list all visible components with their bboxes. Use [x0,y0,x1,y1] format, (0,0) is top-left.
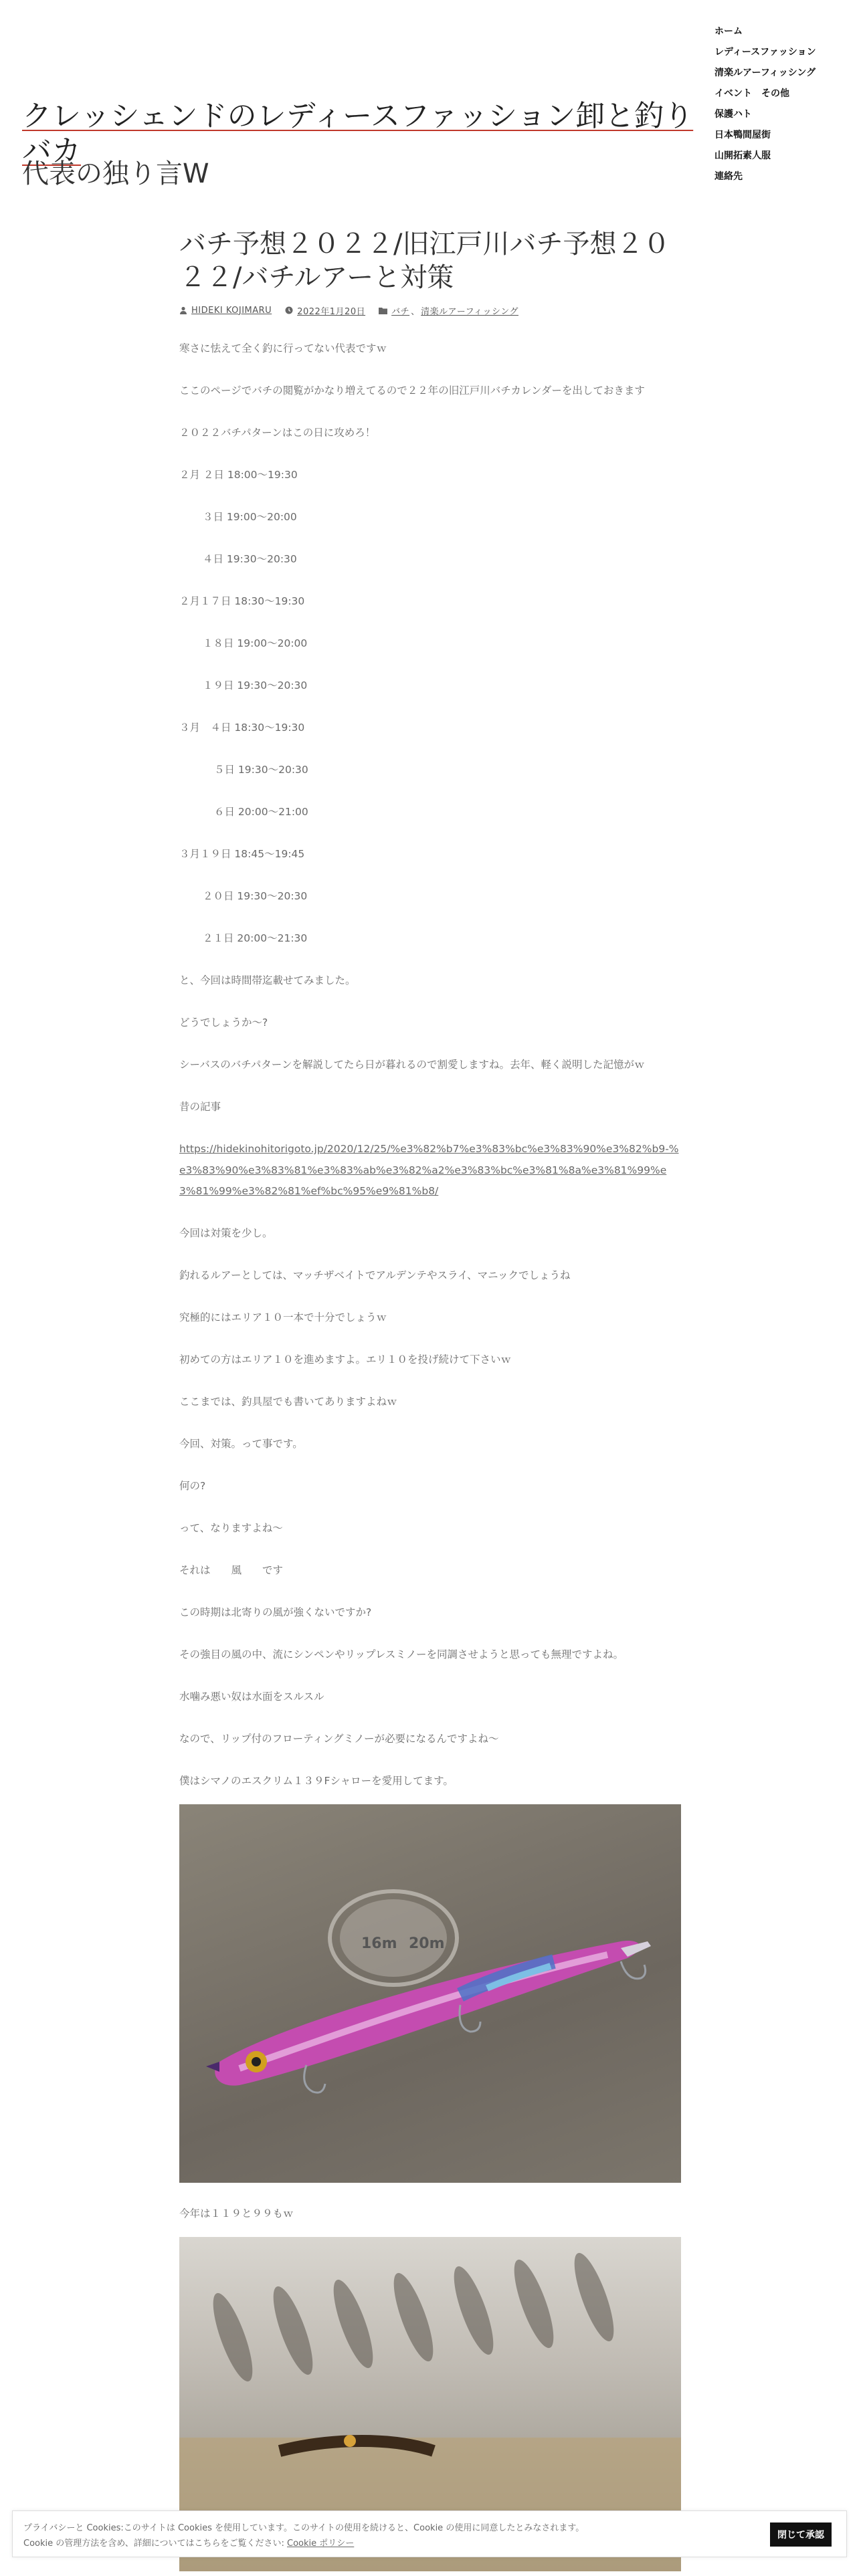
cookie-text-line-2: Cookie の管理方法を含め、詳細についてはこちらをご覧ください: [23,2539,287,2549]
cookie-text [23,2520,759,2551]
paragraph: 初めての方はエリア１０を進めますよ。エリ１０を投げ続けて下さいｗ [179,1354,512,1366]
paragraph: 寒さに怯えて全く釣に行ってない代表ですｗ [179,342,387,354]
paragraph: 今年は１１９と９９もｗ [179,2208,294,2220]
nav-item-wholesale[interactable]: 日本鴨間屋街 [714,130,771,140]
schedule-line: ２月 ２日 18:00〜19:30 [179,469,298,481]
paragraph: 釣れるルアーとしては、マッチザベイトでアルデンテやスライ、マニックでしょうね [179,1269,571,1281]
post-article [179,227,681,2571]
cookie-policy-link[interactable]: Cookie ポリシー [287,2539,355,2549]
schedule-line: ３月 ４日 18:30〜19:30 [179,722,305,734]
paragraph: 昔の記事 [179,1101,221,1113]
paragraph: ここのページでバチの閲覧がかなり増えてるので２２年の旧江戸川バチカレンダーを出しておきます [179,385,645,397]
nav-item-events[interactable]: イベント その他 [714,88,789,99]
cookie-accept-button[interactable]: 閉じて承認 [770,2523,832,2547]
site-title[interactable]: クレッシェンドのレディースファッション卸と釣りバカ [22,99,694,168]
nav-item-mountain[interactable]: 山開拓素人服 [714,150,771,161]
post-content [179,338,681,2571]
paragraph: この時期は北寄りの風が強くないですか? [179,1606,372,1618]
site-description: 代表の独り言W [22,158,209,189]
paragraph: 今回、対策。って事です。 [179,1438,303,1450]
post-meta [179,304,681,317]
category-separator: 、 [411,306,420,317]
schedule-line: ２１日 20:00〜21:30 [203,932,308,944]
schedule-line: ６日 20:00〜21:00 [214,806,308,818]
paragraph: 水噛み悪い奴は水面をスルスル [179,1691,324,1703]
paragraph: その強目の風の中、流にシンペンやリップレスミノーを同調させようと思っても無理ですよね。 [179,1648,624,1660]
category-link-lure-fishing[interactable]: 清楽ルアーフィッシング [421,306,518,317]
paragraph: ２０２２バチパターンはこの日に攻めろ！ [179,427,376,439]
main-navigation [714,24,848,190]
author-icon [179,306,187,314]
schedule-line: ５日 19:30〜20:30 [214,764,308,776]
nav-item-pigeon[interactable]: 保護ハト [714,109,752,120]
paragraph: それは 風 です [179,1564,284,1576]
cookie-banner [12,2510,847,2557]
post-title: バチ予想２０２２/旧江戸川バチ予想２０２２/バチルアーと対策 [179,229,670,293]
schedule-line: ３月１９日 18:45〜19:45 [179,848,305,860]
paragraph: なので、リップ付のフローティングミノーが必要になるんですよね〜 [179,1733,499,1745]
paragraph: と、今回は時間帯迄載せてみました。 [179,974,356,986]
lure-photo [179,1804,681,2183]
schedule-line: ２月１７日 18:30〜19:30 [179,595,305,607]
post-author-link[interactable]: HIDEKI KOJIMARU [191,305,272,316]
paragraph: 僕はシマノのエスクリム１３９Fシャローを愛用してます。 [179,1775,454,1787]
schedule-line: １８日 19:00〜20:00 [203,637,308,649]
nav-item-home[interactable]: ホーム [714,26,743,37]
schedule-line: ４日 19:30〜20:30 [203,553,297,565]
clock-icon [285,306,293,314]
svg-text:16m: 16m [361,1935,397,1952]
post-date-link[interactable]: 2022年1月20日 [297,306,366,317]
schedule-line: ２０日 19:30〜20:30 [203,890,308,902]
paragraph: どうでしょうか〜? [179,1016,268,1029]
paragraph: 今回は対策を少し。 [179,1227,273,1239]
nav-item-ladies-fashion[interactable]: レディースファッション [714,47,816,58]
paragraph: ここまでは、釣具屋でも書いてありますよねｗ [179,1396,397,1408]
pink-minnow-lure-image [179,1804,681,2183]
folder-icon [379,307,387,314]
nav-item-contact[interactable]: 連絡先 [714,171,743,182]
category-link-bachi[interactable]: バチ [391,306,410,317]
schedule-line: ３日 19:00〜20:00 [203,511,297,523]
paragraph: シーバスのバチパターンを解説してたら日が暮れるので割愛しますね。去年、軽く説明した記憶がｗ [179,1059,645,1071]
schedule-line: １９日 19:30〜20:30 [203,679,308,691]
svg-text:20m: 20m [409,1935,445,1952]
old-article-link[interactable]: https://hidekinohitorigoto.jp/2020/12/25/%e3%82%b7%e3%83%bc%e3%83%90%e3%82%b9-%e3%83%90%e3%83%81%e3%83%ab%e3%82%a2%e3%83%bc%e3%81%8a%e3%81%99%e3%81%99%e3%82%81%ef%bc%95%e9%81%b8/ [179,1143,679,1197]
paragraph: 何の? [179,1480,206,1492]
nav-item-lure-fishing[interactable]: 清楽ルアーフィッシング [714,68,816,78]
paragraph: って、なりますよね〜 [179,1522,283,1534]
paragraph: 究極的にはエリア１０一本で十分でしょうｗ [179,1311,387,1323]
cookie-text-line-1: プライバシーと Cookies:このサイトは Cookies を使用しています。このサイトの使用を続けると、Cookie の使用に同意したとみなされます。 [23,2523,585,2533]
